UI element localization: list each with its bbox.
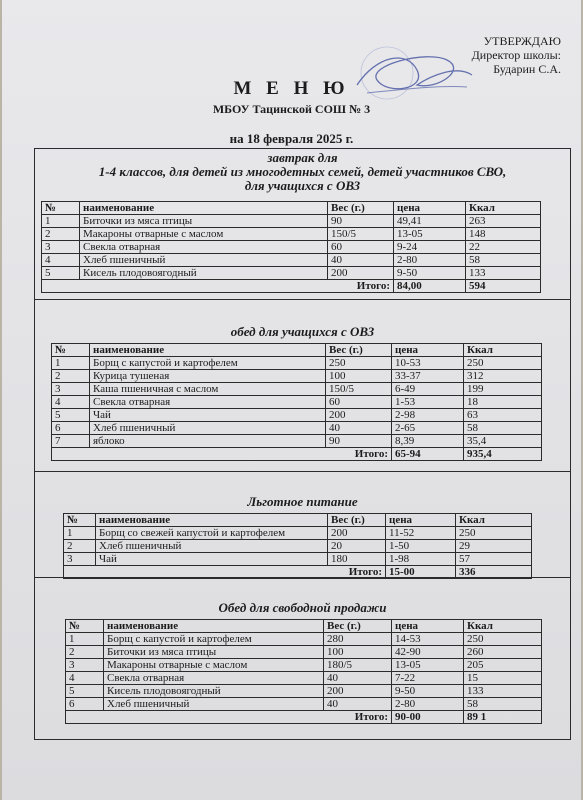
column-header-weight: Вес (г.) [328, 514, 386, 527]
item-kcal: 312 [464, 370, 542, 383]
table-row [42, 267, 541, 280]
table-row [42, 215, 541, 228]
item-number: 4 [42, 254, 80, 267]
table-row [52, 396, 542, 409]
total-price: 84,00 [394, 280, 466, 293]
item-name: Борщ с капустой и картофелем [104, 633, 324, 646]
item-name: Кисель плодовоягодный [104, 685, 324, 698]
column-header-price: цена [392, 620, 464, 633]
item-kcal: 63 [464, 409, 542, 422]
item-number: 1 [52, 357, 90, 370]
section-title-line: обед для учащихся с ОВЗ [230, 324, 375, 339]
item-kcal: 29 [456, 540, 532, 553]
menu-date: на 18 февраля 2025 г. [229, 131, 354, 146]
table-header-row [42, 202, 541, 215]
item-kcal: 148 [466, 228, 541, 241]
item-price: 49,41 [394, 215, 466, 228]
menu-frame [34, 148, 571, 740]
item-weight: 180 [328, 553, 386, 566]
item-weight: 250 [326, 357, 392, 370]
table-row [52, 357, 542, 370]
item-price: 11-52 [386, 527, 456, 540]
column-header-kcal: Ккал [456, 514, 532, 527]
item-weight: 40 [326, 422, 392, 435]
table-row [42, 228, 541, 241]
item-name: Хлеб пшеничный [104, 698, 324, 711]
item-number: 1 [42, 215, 80, 228]
item-price: 7-22 [392, 672, 464, 685]
page-title: М Е Н Ю [233, 78, 350, 99]
item-kcal: 263 [466, 215, 541, 228]
column-header-weight: Вес (г.) [328, 202, 394, 215]
item-weight: 90 [328, 215, 394, 228]
section-title [35, 149, 570, 193]
column-header-num: № [64, 514, 96, 527]
item-price: 9-50 [392, 685, 464, 698]
item-kcal: 58 [466, 254, 541, 267]
total-blank-cell [42, 280, 328, 293]
item-price: 10-53 [392, 357, 464, 370]
section-title-line: Льготное питание [247, 494, 358, 509]
column-header-weight: Вес (г.) [326, 344, 392, 357]
item-kcal: 22 [466, 241, 541, 254]
total-row [52, 448, 542, 461]
section-title-line: завтрак для [267, 150, 338, 165]
total-row [66, 711, 542, 724]
item-price: 13-05 [394, 228, 466, 241]
total-kcal: 935,4 [464, 448, 542, 461]
item-weight: 90 [326, 435, 392, 448]
table-row [66, 646, 542, 659]
item-price: 9-24 [394, 241, 466, 254]
column-header-num: № [42, 202, 80, 215]
menu-section-1 [35, 149, 570, 319]
table-row [64, 540, 532, 553]
item-price: 1-98 [386, 553, 456, 566]
item-kcal: 250 [456, 527, 532, 540]
item-name: Биточки из мяса птицы [104, 646, 324, 659]
item-price: 33-37 [392, 370, 464, 383]
item-number: 3 [42, 241, 80, 254]
table-row [66, 685, 542, 698]
item-price: 2-80 [394, 254, 466, 267]
item-price: 2-98 [392, 409, 464, 422]
item-number: 5 [66, 685, 104, 698]
menu-table [65, 619, 542, 724]
total-blank-cell [52, 448, 326, 461]
column-header-price: цена [386, 514, 456, 527]
item-number: 1 [64, 527, 96, 540]
table-row [42, 254, 541, 267]
section-title [35, 495, 570, 509]
total-label: Итого: [328, 566, 386, 579]
item-number: 6 [66, 698, 104, 711]
section-divider [35, 577, 570, 578]
item-name: Чай [90, 409, 326, 422]
approval-title: УТВЕРЖДАЮ [483, 34, 561, 48]
item-price: 42-90 [392, 646, 464, 659]
table-row [52, 383, 542, 396]
table-header-row [66, 620, 542, 633]
item-name: Биточки из мяса птицы [80, 215, 328, 228]
item-price: 6-49 [392, 383, 464, 396]
item-name: Борщ со свежей капустой и картофелем [96, 527, 328, 540]
item-kcal: 205 [464, 659, 542, 672]
section-divider [35, 299, 570, 300]
table-row [52, 422, 542, 435]
item-weight: 200 [324, 685, 392, 698]
column-header-name: наименование [80, 202, 328, 215]
item-weight: 280 [324, 633, 392, 646]
item-weight: 180/5 [324, 659, 392, 672]
table-row [42, 241, 541, 254]
section-divider [35, 471, 570, 472]
item-weight: 200 [326, 409, 392, 422]
column-header-num: № [52, 344, 90, 357]
item-kcal: 57 [456, 553, 532, 566]
item-price: 8,39 [392, 435, 464, 448]
total-label: Итого: [324, 711, 392, 724]
item-name: Хлеб пшеничный [90, 422, 326, 435]
table-header-row [64, 514, 532, 527]
item-weight: 40 [324, 698, 392, 711]
section-title-line: Обед для свободной продажи [218, 600, 387, 615]
item-name: Борщ с капустой и картофелем [90, 357, 326, 370]
item-weight: 200 [328, 267, 394, 280]
item-number: 5 [42, 267, 80, 280]
column-header-kcal: Ккал [464, 620, 542, 633]
total-price: 15-00 [386, 566, 456, 579]
item-name: Макароны отварные с маслом [80, 228, 328, 241]
menu-section-4 [35, 601, 570, 771]
item-kcal: 35,4 [464, 435, 542, 448]
item-name: яблоко [90, 435, 326, 448]
column-header-price: цена [392, 344, 464, 357]
total-label: Итого: [326, 448, 392, 461]
menu-table [63, 513, 532, 579]
item-number: 2 [42, 228, 80, 241]
item-weight: 40 [328, 254, 394, 267]
item-name: Свекла отварная [104, 672, 324, 685]
table-header-row [52, 344, 542, 357]
item-kcal: 260 [464, 646, 542, 659]
section-title-line: для учащихся с ОВЗ [244, 178, 361, 193]
item-weight: 60 [326, 396, 392, 409]
total-kcal: 89 1 [464, 711, 542, 724]
total-blank-cell [66, 711, 324, 724]
item-kcal: 18 [464, 396, 542, 409]
column-header-name: наименование [104, 620, 324, 633]
item-number: 3 [52, 383, 90, 396]
item-number: 5 [52, 409, 90, 422]
item-number: 4 [66, 672, 104, 685]
approval-position: Директор школы: [471, 48, 561, 62]
column-header-num: № [66, 620, 104, 633]
item-name: Хлеб пшеничный [96, 540, 328, 553]
menu-section-2 [35, 325, 570, 495]
item-number: 7 [52, 435, 90, 448]
total-kcal: 336 [456, 566, 532, 579]
item-number: 6 [52, 422, 90, 435]
item-number: 3 [66, 659, 104, 672]
item-kcal: 250 [464, 633, 542, 646]
section-title [35, 601, 570, 615]
item-kcal: 250 [464, 357, 542, 370]
item-kcal: 199 [464, 383, 542, 396]
item-price: 9-50 [394, 267, 466, 280]
item-weight: 60 [328, 241, 394, 254]
item-name: Свекла отварная [80, 241, 328, 254]
table-row [66, 698, 542, 711]
item-kcal: 133 [466, 267, 541, 280]
table-row [66, 659, 542, 672]
menu-table [51, 343, 542, 461]
item-number: 2 [64, 540, 96, 553]
table-row [66, 672, 542, 685]
item-name: Хлеб пшеничный [80, 254, 328, 267]
table-row [52, 435, 542, 448]
item-name: Свекла отварная [90, 396, 326, 409]
total-price: 65-94 [392, 448, 464, 461]
item-number: 2 [52, 370, 90, 383]
item-price: 1-53 [392, 396, 464, 409]
item-weight: 100 [326, 370, 392, 383]
item-number: 4 [52, 396, 90, 409]
item-weight: 200 [328, 527, 386, 540]
item-kcal: 58 [464, 698, 542, 711]
section-title-line: 1-4 классов, для детей из многодетных семей, детей участников СВО, [98, 164, 507, 179]
table-row [52, 409, 542, 422]
column-header-kcal: Ккал [464, 344, 542, 357]
total-row [42, 280, 541, 293]
item-number: 3 [64, 553, 96, 566]
column-header-kcal: Ккал [466, 202, 541, 215]
item-number: 1 [66, 633, 104, 646]
table-row [64, 553, 532, 566]
item-weight: 20 [328, 540, 386, 553]
column-header-name: наименование [90, 344, 326, 357]
item-kcal: 133 [464, 685, 542, 698]
section-title [35, 325, 570, 339]
item-name: Каша пшеничная с маслом [90, 383, 326, 396]
item-weight: 150/5 [326, 383, 392, 396]
item-name: Кисель плодовоягодный [80, 267, 328, 280]
column-header-weight: Вес (г.) [324, 620, 392, 633]
item-price: 2-65 [392, 422, 464, 435]
total-label: Итого: [328, 280, 394, 293]
table-row [64, 527, 532, 540]
approval-name: Бударин С.А. [493, 62, 561, 76]
item-kcal: 58 [464, 422, 542, 435]
table-row [52, 370, 542, 383]
column-header-name: наименование [96, 514, 328, 527]
table-row [66, 633, 542, 646]
approval-block [472, 34, 561, 76]
item-number: 2 [66, 646, 104, 659]
item-weight: 100 [324, 646, 392, 659]
item-weight: 150/5 [328, 228, 394, 241]
menu-document [2, 0, 581, 800]
item-name: Чай [96, 553, 328, 566]
item-price: 2-80 [392, 698, 464, 711]
column-header-price: цена [394, 202, 466, 215]
total-price: 90-00 [392, 711, 464, 724]
menu-table [41, 201, 541, 293]
total-kcal: 594 [466, 280, 541, 293]
item-name: Макароны отварные с маслом [104, 659, 324, 672]
item-price: 1-50 [386, 540, 456, 553]
item-price: 13-05 [392, 659, 464, 672]
item-kcal: 15 [464, 672, 542, 685]
school-name: МБОУ Тацинской СОШ № 3 [212, 102, 371, 116]
item-weight: 40 [324, 672, 392, 685]
item-name: Курица тушеная [90, 370, 326, 383]
item-price: 14-53 [392, 633, 464, 646]
